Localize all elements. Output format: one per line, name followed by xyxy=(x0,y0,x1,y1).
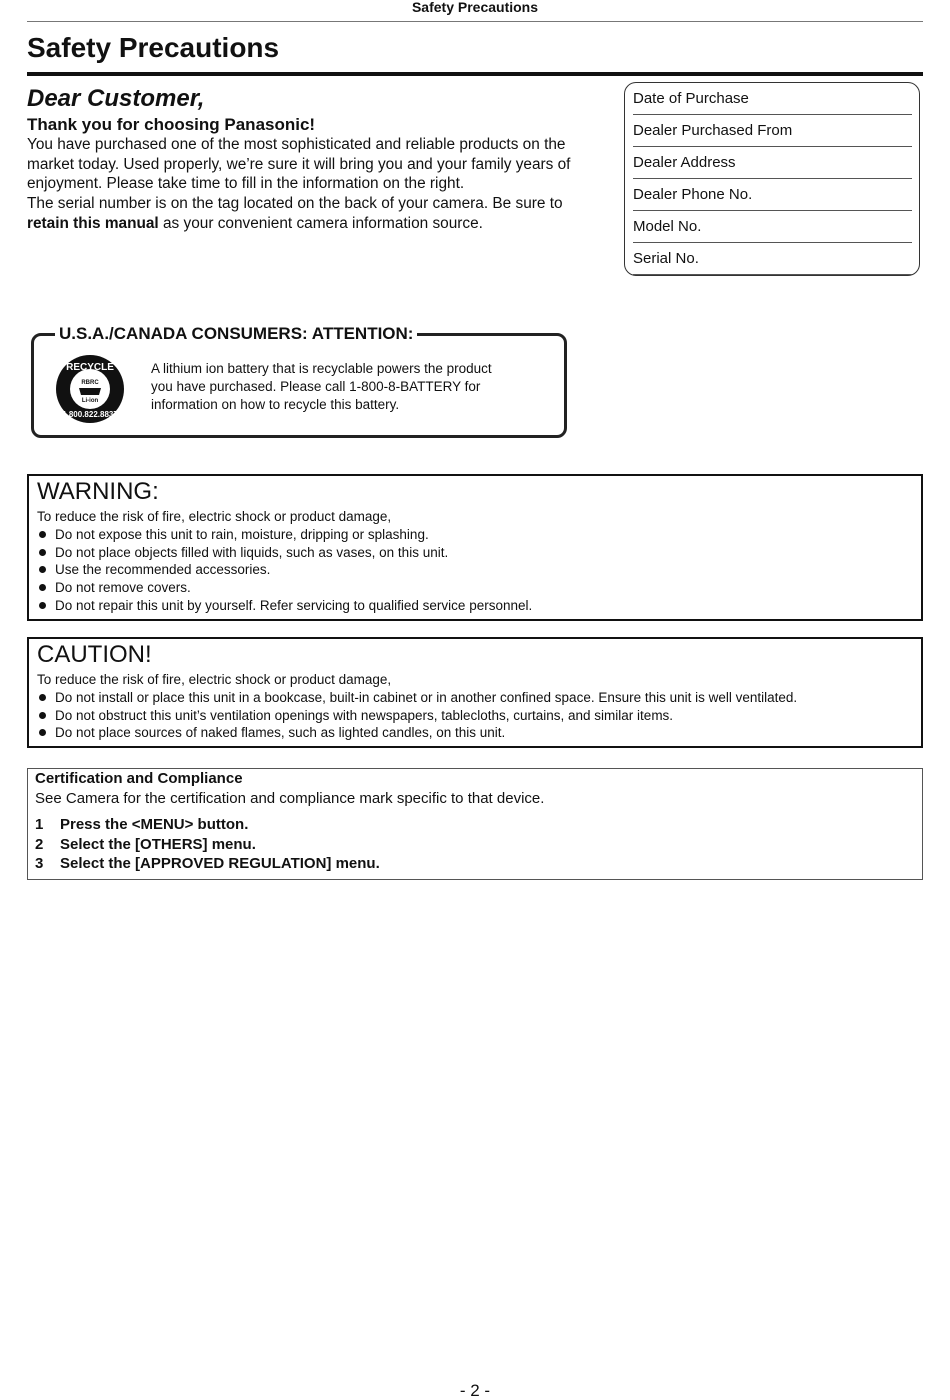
step-number: 2 xyxy=(35,835,44,853)
list-item: Do not repair this unit by yourself. Refer servicing to qualified service personnel. xyxy=(37,597,532,615)
intro-text-2a: The serial number is on the tag located on the back of your camera. Be sure to xyxy=(27,195,563,213)
caution-heading: CAUTION! xyxy=(37,641,152,668)
greeting: Dear Customer, xyxy=(27,85,205,112)
warning-lead: To reduce the risk of fire, electric shock or product damage, xyxy=(37,509,392,524)
step-item xyxy=(35,835,380,855)
certification-text: See Camera for the certification and compliance mark specific to that device. xyxy=(35,790,545,807)
page-number: - 2 - xyxy=(459,1381,491,1400)
recycle-line-1: A lithium ion battery that is recyclable powers the product xyxy=(151,361,492,376)
caution-box xyxy=(27,637,923,748)
thanks-line: Thank you for choosing Panasonic! xyxy=(27,115,316,134)
serial-no-field[interactable]: Serial No. xyxy=(633,250,912,275)
step-text: Press the <MENU> button. xyxy=(60,816,249,833)
caution-list xyxy=(37,689,797,742)
certification-title: Certification and Compliance xyxy=(35,770,243,787)
caution-lead: To reduce the risk of fire, electric shock or product damage, xyxy=(37,672,392,687)
svg-text:RECYCLE: RECYCLE xyxy=(66,362,114,373)
warning-heading: WARNING: xyxy=(37,478,159,505)
step-text: Select the [OTHERS] menu. xyxy=(60,835,256,853)
recycle-text xyxy=(151,360,551,414)
intro-paragraph xyxy=(27,135,607,234)
step-number: 3 xyxy=(35,855,44,872)
intro-text-2b: retain this manual xyxy=(27,214,159,232)
svg-text:Li-ion: Li-ion xyxy=(81,398,99,404)
certification-steps xyxy=(35,815,380,874)
step-number: 1 xyxy=(35,816,44,833)
running-header: Safety Precautions xyxy=(27,0,923,22)
list-item: Use the recommended accessories. xyxy=(37,561,532,579)
step-item xyxy=(35,854,380,874)
dealer-address-field[interactable]: Dealer Address xyxy=(633,154,912,179)
page-title: Safety Precautions xyxy=(27,32,280,63)
list-item: Do not expose this unit to rain, moisture, dripping or splashing. xyxy=(37,526,532,544)
rbrc-recycle-icon xyxy=(55,354,125,424)
dealer-phone-field[interactable]: Dealer Phone No. xyxy=(633,186,912,211)
certification-box xyxy=(27,768,923,880)
list-item: Do not place sources of naked flames, such as lighted candles, on this unit. xyxy=(37,724,797,742)
step-item xyxy=(35,815,380,835)
intro-text-1: You have purchased one of the most sophisticated and reliable products on the market today. Used properly, we’re sure it will bring you and your family years of enjoyment. Please take time to fill in the information on the right. xyxy=(27,136,571,193)
intro-text-2c: as your convenient camera information source. xyxy=(158,214,483,232)
step-text: Select the [APPROVED REGULATION] menu. xyxy=(60,855,380,872)
recycle-line-3: information on how to recycle this battery. xyxy=(151,397,400,412)
list-item: Do not obstruct this unit’s ventilation openings with newspapers, tablecloths, curtains, and similar items. xyxy=(37,707,797,725)
warning-list xyxy=(37,526,532,615)
warning-box xyxy=(27,474,923,621)
title-rule xyxy=(27,72,923,76)
svg-text:RBRC: RBRC xyxy=(81,380,99,386)
list-item: Do not place objects filled with liquids, such as vases, on this unit. xyxy=(37,544,532,562)
recycle-heading: U.S.A./CANADA CONSUMERS: ATTENTION: xyxy=(55,323,417,345)
list-item: Do not install or place this unit in a bookcase, built-in cabinet or in another confined space. Ensure this unit is well ventilated. xyxy=(37,689,797,707)
svg-text:1.800.822.8837: 1.800.822.8837 xyxy=(62,410,118,419)
dealer-purchased-from-field[interactable]: Dealer Purchased From xyxy=(633,122,912,147)
recycle-line-2: you have purchased. Please call 1-800-8-BATTERY for xyxy=(151,379,481,394)
list-item: Do not remove covers. xyxy=(37,579,532,597)
purchase-info-box xyxy=(624,82,920,276)
model-no-field[interactable]: Model No. xyxy=(633,218,912,243)
date-of-purchase-field[interactable]: Date of Purchase xyxy=(633,90,912,115)
